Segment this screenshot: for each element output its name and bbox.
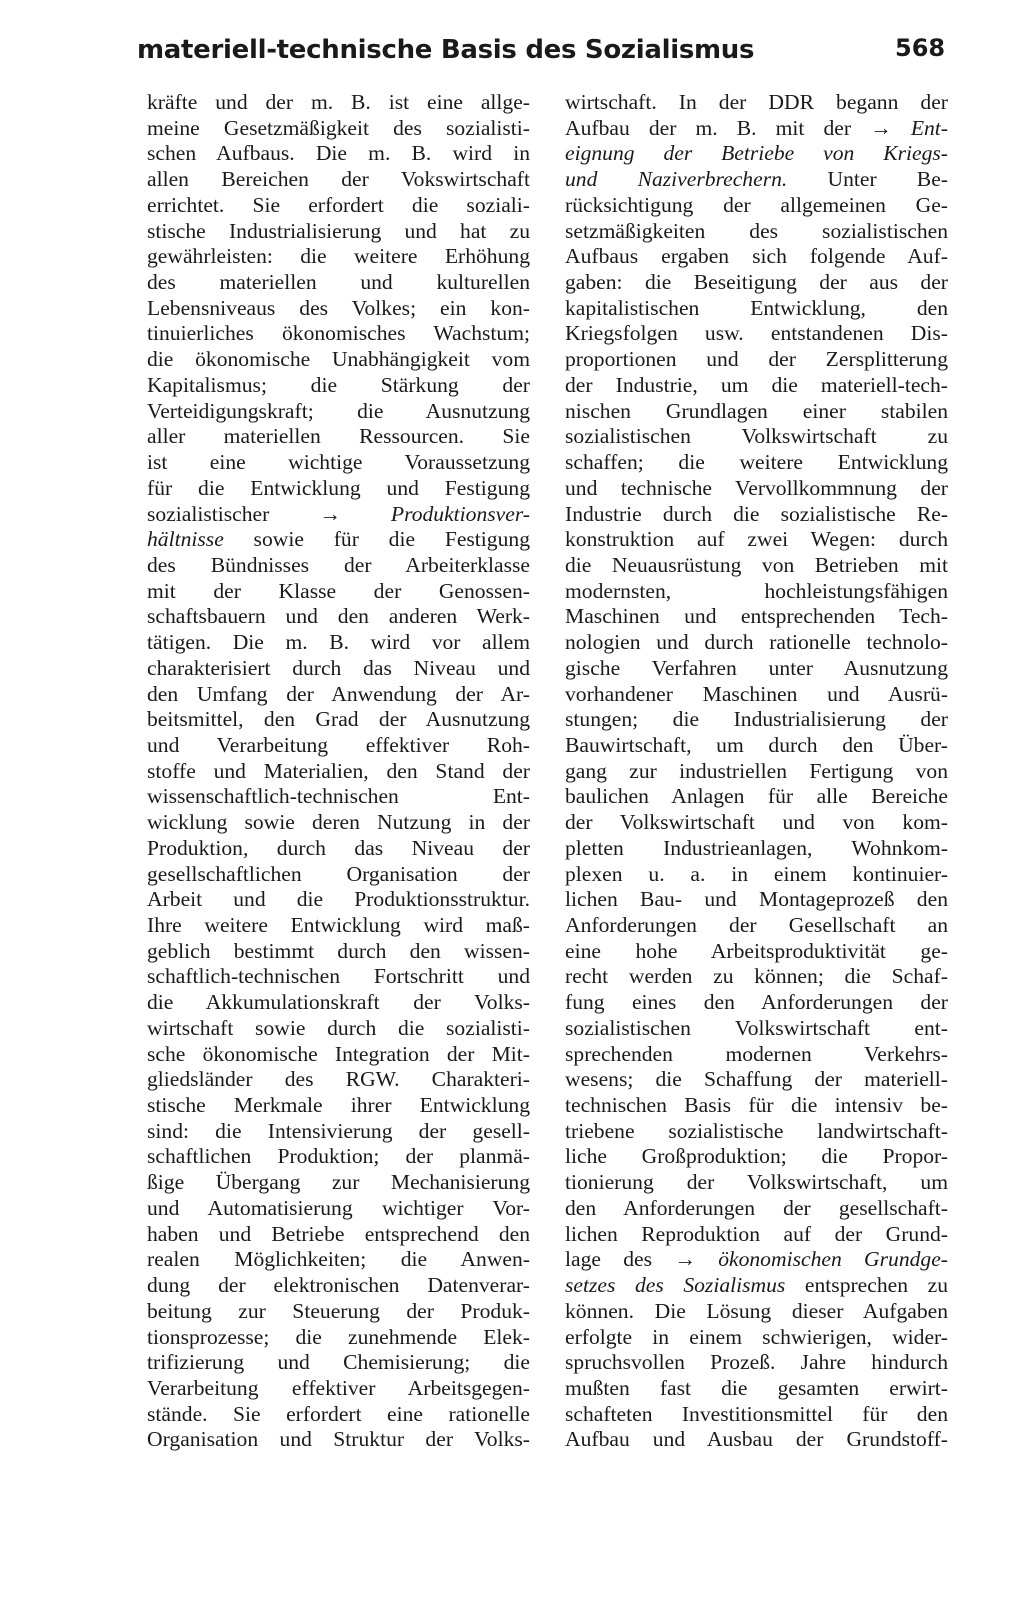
line-text: konstruktion auf zwei Wegen: durch	[565, 527, 948, 552]
line-text: wirtschaft. In der DDR begann der	[565, 90, 948, 114]
line-text: ßige Übergang zur Mechanisierung	[147, 1170, 530, 1195]
line-text: sprechenden modernen Verkehrs-	[565, 1041, 948, 1066]
line-text: sozialistischen Volkswirtschaft zu	[565, 424, 948, 449]
line-text: charakterisiert durch das Niveau und	[147, 655, 530, 680]
line-text: tinuierliches ökonomisches Wachstum;	[147, 321, 530, 346]
line-text: spruchsvollen Prozeß. Jahre hindurch	[565, 1350, 948, 1375]
text-line	[147, 1119, 530, 1145]
text-line	[147, 244, 530, 270]
line-text: können. Die Lösung dieser Aufgaben	[565, 1298, 948, 1323]
text-line	[565, 1427, 948, 1453]
text-line	[565, 1273, 948, 1299]
text-line	[565, 1016, 948, 1042]
cross-reference-link: setzes des Sozialismus	[565, 1273, 786, 1298]
text-line	[565, 1042, 948, 1068]
line-text: mußten fast die gesamten erwirt-	[565, 1375, 948, 1400]
line-text: tionsprozesse; die zunehmende Elek-	[147, 1324, 530, 1349]
text-line	[565, 1170, 948, 1196]
text-line	[565, 502, 948, 528]
line-text: kräfte und der m. B. ist eine allge-	[147, 90, 530, 114]
text-line	[147, 682, 530, 708]
line-text: tionierung der Volkswirtschaft, um	[565, 1170, 948, 1195]
text-line	[565, 424, 948, 450]
line-text: Aufbau und Ausbau der Grundstoff-	[565, 1427, 948, 1452]
line-text: Unter Be-	[787, 167, 948, 192]
text-line	[147, 810, 530, 836]
line-text: beitsmittel, den Grad der Ausnutzung	[147, 707, 530, 732]
text-line	[565, 347, 948, 373]
text-line	[565, 270, 948, 296]
line-text: Organisation und Struktur der Volks-	[147, 1427, 530, 1452]
text-line	[147, 579, 530, 605]
line-text: gaben: die Beseitigung der aus der	[565, 270, 948, 295]
text-line	[565, 90, 948, 116]
line-text: stoffe und Materialien, den Stand der	[147, 758, 530, 783]
text-line	[147, 116, 530, 142]
line-text: stische Merkmale ihrer Entwicklung	[147, 1093, 530, 1118]
text-line	[147, 167, 530, 193]
line-text: der Industrie, um die materiell-tech-	[565, 372, 948, 397]
text-line	[147, 90, 530, 116]
text-line	[565, 913, 948, 939]
text-line	[565, 1247, 948, 1273]
line-text: sozialistischen Volkswirtschaft ent-	[565, 1015, 948, 1040]
line-text: Arbeit und die Produktionsstruktur.	[147, 887, 530, 912]
line-text: liche Großproduktion; die Propor-	[565, 1144, 948, 1169]
text-line	[565, 553, 948, 579]
line-text: pletten Industrieanlagen, Wohnkom-	[565, 835, 948, 860]
text-line	[565, 116, 948, 142]
line-text: schafteten Investitionsmittel für den	[565, 1401, 948, 1426]
line-text: schaftlichen Produktion; der planmä-	[147, 1144, 530, 1169]
line-text: Aufbau der m. B. mit der	[565, 115, 871, 140]
line-text: des materiellen und kulturellen	[147, 270, 530, 295]
line-text: für die Entwicklung und Festigung	[147, 475, 530, 500]
text-line	[565, 1119, 948, 1145]
line-text: entsprechen zu	[785, 1273, 948, 1298]
line-text: triebene sozialistische landwirtschaft-	[565, 1118, 948, 1143]
text-line	[565, 579, 948, 605]
text-column-right	[565, 90, 948, 1453]
text-line	[147, 476, 530, 502]
text-line	[565, 887, 948, 913]
text-line	[147, 913, 530, 939]
line-text: nologien und durch rationelle technolo-	[565, 630, 948, 655]
text-line	[147, 1093, 530, 1119]
text-line	[565, 1093, 948, 1119]
line-text: gang zur industriellen Fertigung von	[565, 758, 948, 783]
cross-reference-link: → Produktionsver-	[319, 501, 530, 526]
line-text: schaftsbauern und den anderen Werk-	[147, 604, 530, 629]
line-text: nischen Grundlagen einer stabilen	[565, 398, 948, 423]
line-text: lichen Bau- und Montageprozeß den	[565, 887, 948, 912]
text-line	[147, 630, 530, 656]
text-line	[565, 990, 948, 1016]
line-text: proportionen und der Zersplitterung	[565, 347, 948, 372]
line-text: sozialistischer	[147, 501, 320, 526]
running-head: materiell-technische Basis des Sozialismus	[137, 35, 755, 65]
text-line	[147, 939, 530, 965]
line-text: modernsten, hochleistungsfähigen	[565, 578, 948, 603]
line-text: recht werden zu können; die Schaf-	[565, 964, 948, 989]
text-line	[147, 424, 530, 450]
text-line	[565, 964, 948, 990]
text-line	[147, 1196, 530, 1222]
line-text: des Bündnisses der Arbeiterklasse	[147, 552, 530, 577]
line-text: und technische Vervollkommnung der	[565, 475, 948, 500]
text-line	[147, 296, 530, 322]
line-text: wesens; die Schaffung der materiell-	[565, 1067, 948, 1092]
line-text: kapitalistischen Entwicklung, den	[565, 295, 948, 320]
page-number: 568	[895, 34, 946, 62]
line-text: geblich bestimmt durch den wissen-	[147, 938, 530, 963]
text-line	[565, 373, 948, 399]
line-text: stische Industrialisierung und hat zu	[147, 218, 530, 243]
text-line	[565, 399, 948, 425]
text-line	[147, 1376, 530, 1402]
text-line	[147, 527, 530, 553]
text-line	[147, 450, 530, 476]
text-line	[565, 450, 948, 476]
text-line	[147, 887, 530, 913]
text-line	[565, 939, 948, 965]
line-text: haben und Betriebe entsprechend den	[147, 1221, 530, 1246]
text-line	[147, 1016, 530, 1042]
text-line	[565, 1325, 948, 1351]
text-line	[147, 836, 530, 862]
text-line	[565, 836, 948, 862]
text-line	[147, 990, 530, 1016]
text-line	[147, 321, 530, 347]
line-text: stände. Sie erfordert eine rationelle	[147, 1401, 530, 1426]
cross-reference-link: und Naziverbrechern.	[565, 167, 788, 192]
text-line	[147, 141, 530, 167]
line-text: ist eine wichtige Voraussetzung	[147, 450, 530, 475]
text-line	[147, 1350, 530, 1376]
line-text: Produktion, durch das Niveau der	[147, 835, 530, 860]
line-text: der Volkswirtschaft und von kom-	[565, 810, 948, 835]
text-line	[565, 219, 948, 245]
line-text: gische Verfahren unter Ausnutzung	[565, 655, 948, 680]
line-text: fung eines den Anforderungen der	[565, 990, 948, 1015]
line-text: die Akkumulationskraft der Volks-	[147, 990, 530, 1015]
line-text: gliedsländer des RGW. Charakteri-	[147, 1067, 530, 1092]
text-line	[565, 682, 948, 708]
text-line	[147, 1325, 530, 1351]
text-line	[147, 656, 530, 682]
line-text: mit der Klasse der Genossen-	[147, 578, 530, 603]
line-text: Anforderungen der Gesellschaft an	[565, 913, 948, 937]
line-text: und Automatisierung wichtiger Vor-	[147, 1195, 530, 1220]
line-text: Bauwirtschaft, um durch den Über-	[565, 732, 948, 757]
text-line	[147, 1427, 530, 1453]
line-text: den Umfang der Anwendung der Ar-	[147, 681, 530, 706]
text-line	[565, 167, 948, 193]
line-text: Maschinen und entsprechenden Tech-	[565, 604, 948, 629]
line-text: gewährleisten: die weitere Erhöhung	[147, 244, 530, 269]
text-line	[565, 1196, 948, 1222]
text-line	[565, 1402, 948, 1428]
line-text: Lebensniveaus des Volkes; ein kon-	[147, 295, 530, 320]
text-line	[147, 193, 530, 219]
text-line	[147, 759, 530, 785]
text-line	[565, 321, 948, 347]
cross-reference-link: → Ent-	[870, 115, 948, 140]
text-line	[147, 1402, 530, 1428]
text-line	[147, 707, 530, 733]
line-text: baulichen Anlagen für alle Bereiche	[565, 784, 948, 809]
line-text: lichen Reproduktion auf der Grund-	[565, 1221, 948, 1246]
text-line	[147, 373, 530, 399]
text-line	[565, 707, 948, 733]
line-text: rücksichtigung der allgemeinen Ge-	[565, 192, 948, 217]
text-line	[565, 656, 948, 682]
text-line	[565, 1144, 948, 1170]
line-text: errichtet. Sie erfordert die soziali-	[147, 192, 530, 217]
cross-reference-link: → ökonomischen Grundge-	[674, 1247, 948, 1272]
line-text: Verarbeitung effektiver Arbeitsgegen-	[147, 1375, 530, 1400]
text-line	[147, 862, 530, 888]
text-line	[565, 193, 948, 219]
line-text: Industrie durch die sozialistische Re-	[565, 501, 948, 526]
line-text: eine hohe Arbeitsproduktivität ge-	[565, 938, 948, 963]
line-text: wicklung sowie deren Nutzung in der	[147, 810, 530, 835]
text-line	[147, 1042, 530, 1068]
line-text: sche ökonomische Integration der Mit-	[147, 1041, 530, 1066]
text-line	[565, 296, 948, 322]
text-line	[565, 630, 948, 656]
line-text: beitung zur Steuerung der Produk-	[147, 1298, 530, 1323]
text-line	[147, 270, 530, 296]
line-text: setzmäßigkeiten des sozialistischen	[565, 218, 948, 243]
line-text: plexen u. a. in einem kontinuier-	[565, 861, 948, 886]
text-line	[565, 1376, 948, 1402]
line-text: die ökonomische Unabhängigkeit vom	[147, 347, 530, 372]
line-text: schaftlich-technischen Fortschritt und	[147, 964, 530, 989]
cross-reference-link: hältnisse	[147, 527, 224, 552]
line-text: trifizierung und Chemisierung; die	[147, 1350, 530, 1375]
line-text: Kapitalismus; die Stärkung der	[147, 372, 530, 397]
text-line	[565, 810, 948, 836]
text-line	[565, 759, 948, 785]
text-line	[565, 862, 948, 888]
text-line	[147, 1247, 530, 1273]
cross-reference-link: eignung der Betriebe von Kriegs-	[565, 141, 948, 166]
text-line	[147, 219, 530, 245]
text-line	[147, 1170, 530, 1196]
text-line	[147, 1273, 530, 1299]
line-text: Kriegsfolgen usw. entstandenen Dis-	[565, 321, 948, 346]
text-line	[565, 1350, 948, 1376]
line-text: erfolgte in einem schwierigen, wider-	[565, 1324, 948, 1349]
line-text: stungen; die Industrialisierung der	[565, 707, 948, 732]
line-text: sind: die Intensivierung der gesell-	[147, 1118, 530, 1143]
line-text: meine Gesetzmäßigkeit des sozialisti-	[147, 115, 530, 140]
text-line	[565, 244, 948, 270]
text-line	[147, 964, 530, 990]
line-text: schen Aufbaus. Die m. B. wird in	[147, 141, 530, 166]
line-text: realen Möglichkeiten; die Anwen-	[147, 1247, 530, 1272]
text-line	[147, 399, 530, 425]
text-line	[565, 1299, 948, 1325]
line-text: wissenschaftlich-technischen Ent-	[147, 784, 530, 809]
text-line	[147, 553, 530, 579]
text-line	[147, 1144, 530, 1170]
text-line	[565, 1222, 948, 1248]
line-text: allen Bereichen der Vokswirtschaft	[147, 167, 530, 192]
line-text: tätigen. Die m. B. wird vor allem	[147, 630, 530, 655]
line-text: gesellschaftlichen Organisation der	[147, 861, 530, 886]
text-column-left	[147, 90, 530, 1453]
line-text: aller materiellen Ressourcen. Sie	[147, 424, 530, 449]
text-line	[565, 733, 948, 759]
text-line	[565, 527, 948, 553]
text-line	[147, 604, 530, 630]
line-text: Aufbaus ergaben sich folgende Auf-	[565, 244, 948, 269]
line-text: die Neuausrüstung von Betrieben mit	[565, 552, 948, 577]
text-line	[147, 784, 530, 810]
text-line	[147, 1067, 530, 1093]
text-line	[565, 1067, 948, 1093]
line-text: schaffen; die weitere Entwicklung	[565, 450, 948, 475]
line-text: technischen Basis für die intensiv be-	[565, 1093, 948, 1118]
line-text: Ihre weitere Entwicklung wird maß-	[147, 913, 530, 937]
line-text: lage des	[565, 1247, 675, 1272]
line-text: vorhandener Maschinen und Ausrü-	[565, 681, 948, 706]
text-line	[147, 502, 530, 528]
text-line	[147, 347, 530, 373]
text-line	[565, 476, 948, 502]
text-line	[147, 733, 530, 759]
line-text: Verteidigungskraft; die Ausnutzung	[147, 398, 530, 423]
line-text: wirtschaft sowie durch die sozialisti-	[147, 1015, 530, 1040]
line-text: sowie für die Festigung	[223, 527, 530, 552]
text-line	[147, 1222, 530, 1248]
line-text: dung der elektronischen Datenverar-	[147, 1273, 530, 1298]
text-line	[147, 1299, 530, 1325]
text-line	[565, 141, 948, 167]
line-text: den Anforderungen der gesellschaft-	[565, 1195, 948, 1220]
line-text: und Verarbeitung effektiver Roh-	[147, 732, 530, 757]
text-line	[565, 604, 948, 630]
text-line	[565, 784, 948, 810]
